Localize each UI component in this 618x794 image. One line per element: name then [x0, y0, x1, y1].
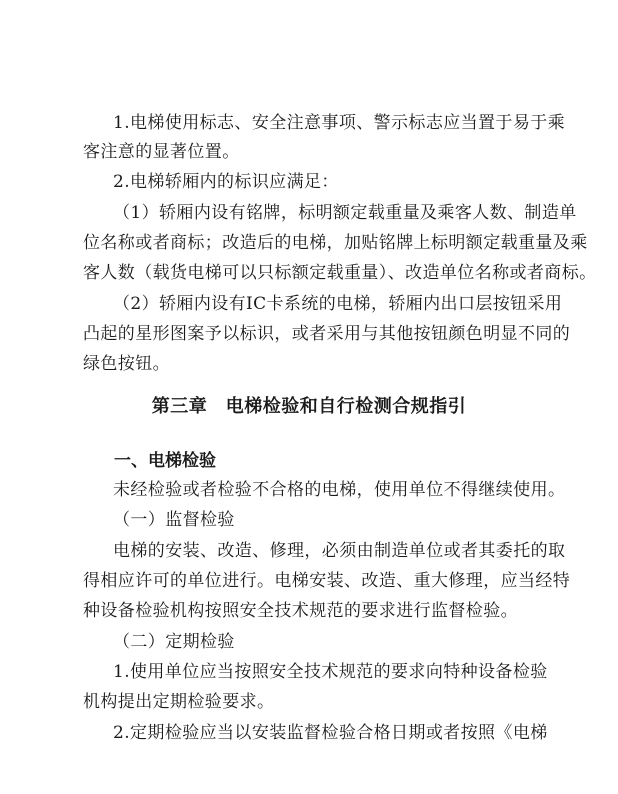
- para-4-line-1: （2）轿厢内设有IC卡系统的电梯，轿厢内出口层按钮采用: [113, 294, 563, 314]
- para-4-line-2: 凸起的星形图案予以标识，或者采用与其他按钮颜色明显不同的: [83, 324, 571, 344]
- para-2-line-1: 2.电梯轿厢内的标识应满足：: [113, 172, 339, 192]
- subsection-1-line-1: 电梯的安装、改造、修理，必须由制造单位或者其委托的取: [113, 541, 566, 561]
- subsection-2-title: （二）定期检验: [113, 632, 235, 652]
- para-3-line-2: 位名称或者商标；改造后的电梯，加贴铭牌上标明额定载重量及乘: [83, 233, 588, 253]
- subsection-1-title: （一）监督检验: [113, 510, 235, 530]
- subsection-1-line-3: 种设备检验机构按照安全技术规范的要求进行监督检验。: [83, 601, 518, 621]
- para-1-line-2: 客注意的显著位置。: [83, 142, 240, 162]
- subsection-2-item-1-line-2: 机构提出定期检验要求。: [83, 692, 275, 712]
- para-3-line-1: （1）轿厢内设有铭牌，标明额定载重量及乘客人数、制造单: [113, 203, 577, 223]
- subsection-2-item-2-line-1: 2.定期检验应当以安装监督检验合格日期或者按照《电梯: [113, 723, 548, 743]
- para-3-line-3: 客人数（载货电梯可以只标额定载重量）、改造单位名称或者商标。: [83, 263, 597, 283]
- subsection-1-line-2: 得相应许可的单位进行。电梯安装、改造、重大修理，应当经特: [83, 571, 571, 591]
- para-4-line-3: 绿色按钮。: [83, 354, 170, 374]
- section-1-title: 一、电梯检验: [114, 451, 216, 471]
- subsection-2-item-1-line-1: 1.使用单位应当按照安全技术规范的要求向特种设备检验: [113, 662, 548, 682]
- para-1-line-1: 1.电梯使用标志、安全注意事项、警示标志应当置于易于乘: [113, 113, 566, 133]
- chapter-title: 第三章 电梯检验和自行检测合规指引: [151, 396, 467, 417]
- section-1-intro: 未经检验或者检验不合格的电梯，使用单位不得继续使用。: [113, 480, 566, 500]
